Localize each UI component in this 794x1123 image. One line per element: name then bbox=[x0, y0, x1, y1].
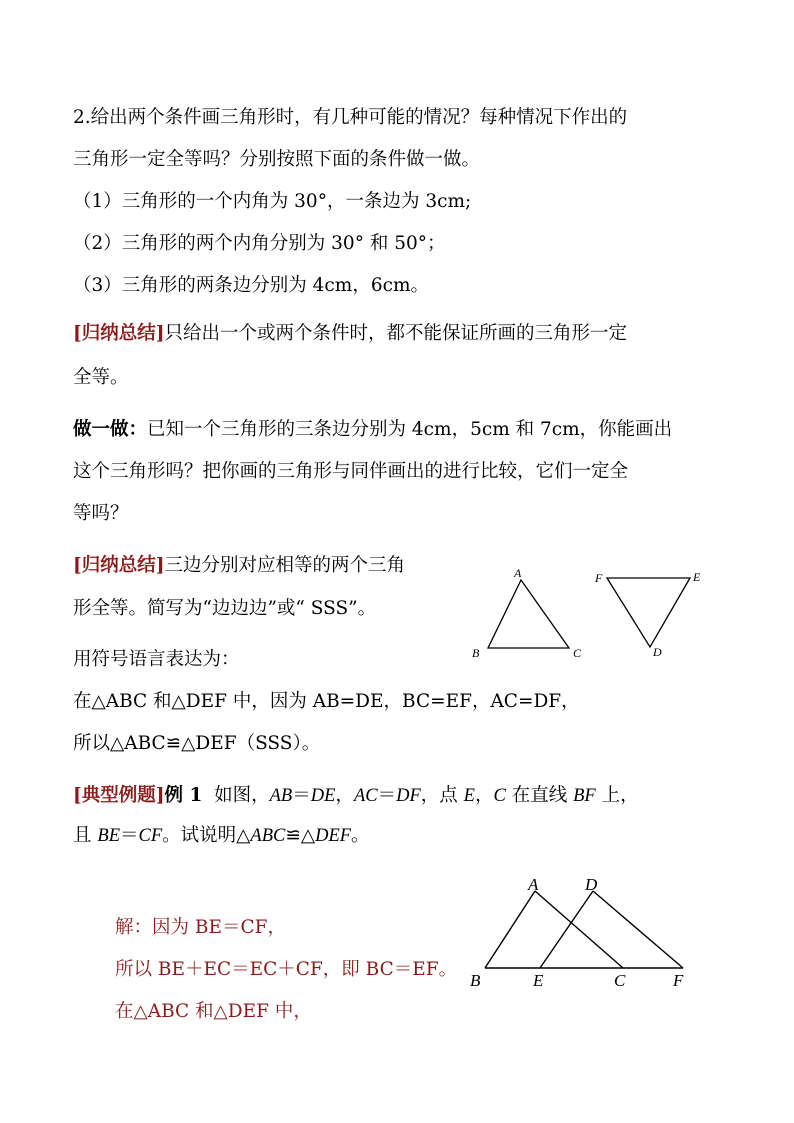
example-text: ≌△ bbox=[285, 825, 316, 846]
solution-line1: 解：因为 BE＝CF， bbox=[115, 917, 286, 938]
example-text: ， bbox=[474, 785, 494, 806]
fig2-label-a: A bbox=[528, 875, 539, 894]
example-text: 。试说明△ bbox=[162, 825, 251, 846]
example-text: 。 bbox=[351, 825, 370, 846]
segment-ab bbox=[485, 891, 535, 968]
example-var: E bbox=[463, 786, 475, 806]
example-tag: [典型例题] bbox=[73, 785, 165, 806]
summary1-line2: 全等。 bbox=[73, 367, 129, 388]
triangle-abc bbox=[488, 580, 569, 648]
example-var: BF bbox=[573, 786, 596, 806]
example-text: 上， bbox=[595, 785, 639, 806]
example-text: 如图， bbox=[214, 785, 270, 806]
fig1-label-e: E bbox=[693, 570, 701, 584]
example-title: 例 1 bbox=[164, 785, 203, 806]
try-line1 bbox=[73, 416, 672, 444]
solution-line2 bbox=[115, 956, 457, 984]
fig2-label-d: D bbox=[585, 875, 598, 894]
example-text: ， bbox=[335, 785, 354, 806]
try-line3: 等吗？ bbox=[73, 503, 129, 524]
figure-example-triangles bbox=[465, 870, 705, 992]
example-line1 bbox=[73, 782, 639, 810]
summary1-line1 bbox=[73, 320, 627, 348]
q2-line1: 2.给出两个条件画三角形时，有几种可能的情况？每种情况下作出的 bbox=[73, 107, 628, 128]
fig2-label-f: F bbox=[673, 971, 684, 990]
summary2-text1: 三边分别对应相等的两个三角 bbox=[164, 555, 406, 576]
example-text: ＝ bbox=[292, 785, 311, 806]
summary2-tag: [归纳总结] bbox=[73, 555, 165, 576]
try-text1: 已知一个三角形的三条边分别为 4cm，5cm 和 7cm，你能画出 bbox=[147, 419, 673, 440]
summary2-line1 bbox=[73, 552, 405, 580]
summary1-tag: [归纳总结] bbox=[73, 323, 165, 344]
example-var: CF bbox=[138, 826, 163, 846]
try-line2: 这个三角形吗？把你画的三角形与同伴画出的进行比较，它们一定全 bbox=[73, 461, 629, 482]
example-var: AB bbox=[269, 786, 293, 806]
try-tag: 做一做： bbox=[73, 419, 148, 440]
symbol-line2: 所以△ABC≌△DEF（SSS）。 bbox=[73, 733, 321, 754]
summary2-line2: 形全等。简写为“边边边”或“ SSS”。 bbox=[73, 598, 377, 619]
q2-item2: （2）三角形的两个内角分别为 30° 和 50°； bbox=[73, 233, 446, 254]
fig2-label-e: E bbox=[533, 971, 544, 990]
example-text: ＝ bbox=[377, 785, 397, 806]
example-var: DE bbox=[310, 786, 336, 806]
example-var: C bbox=[493, 786, 506, 806]
symbol-line1: 在△ABC 和△DEF 中，因为 AB=DE，BC=EF，AC=DF， bbox=[73, 691, 580, 712]
solution-line3 bbox=[115, 998, 312, 1026]
segment-df bbox=[593, 891, 683, 968]
example-var: DF bbox=[396, 786, 421, 806]
summary1-text1: 只给出一个或两个条件时，都不能保证所画的三角形一定 bbox=[164, 323, 628, 344]
fig1-label-b: B bbox=[472, 646, 480, 660]
fig1-label-c: C bbox=[573, 646, 582, 660]
example-var: AC bbox=[353, 786, 378, 806]
q2-item1: （1）三角形的一个内角为 30°，一条边为 3cm; bbox=[73, 191, 472, 212]
example-line2 bbox=[73, 822, 370, 850]
example-text: ，点 bbox=[420, 785, 464, 806]
example-text: ＝ bbox=[120, 825, 139, 846]
example-var: BE bbox=[97, 826, 120, 846]
figure-sss-triangles bbox=[462, 562, 722, 672]
fig1-label-d: D bbox=[653, 645, 662, 659]
solution-line3-text: 在△ABC 和△DEF 中， bbox=[115, 1001, 312, 1022]
fig1-label-f: F bbox=[595, 571, 603, 585]
example-text: 且 bbox=[73, 825, 98, 846]
fig2-label-c: C bbox=[614, 971, 626, 990]
q2-item3: （3）三角形的两条边分别为 4cm，6cm。 bbox=[73, 275, 429, 296]
symbol-intro: 用符号语言表达为： bbox=[73, 649, 240, 670]
example-var: ABC bbox=[250, 826, 286, 846]
q2-line2: 三角形一定全等吗？分别按照下面的条件做一做。 bbox=[73, 149, 481, 170]
fig1-label-a: A bbox=[514, 566, 522, 580]
solution-line2-text: 所以 BE＋EC＝EC＋CF，即 BC＝EF。 bbox=[115, 959, 458, 980]
example-var: DEF bbox=[315, 826, 352, 846]
fig2-label-b: B bbox=[470, 971, 481, 990]
example-text: 在直线 bbox=[505, 785, 574, 806]
triangle-def bbox=[607, 578, 690, 647]
